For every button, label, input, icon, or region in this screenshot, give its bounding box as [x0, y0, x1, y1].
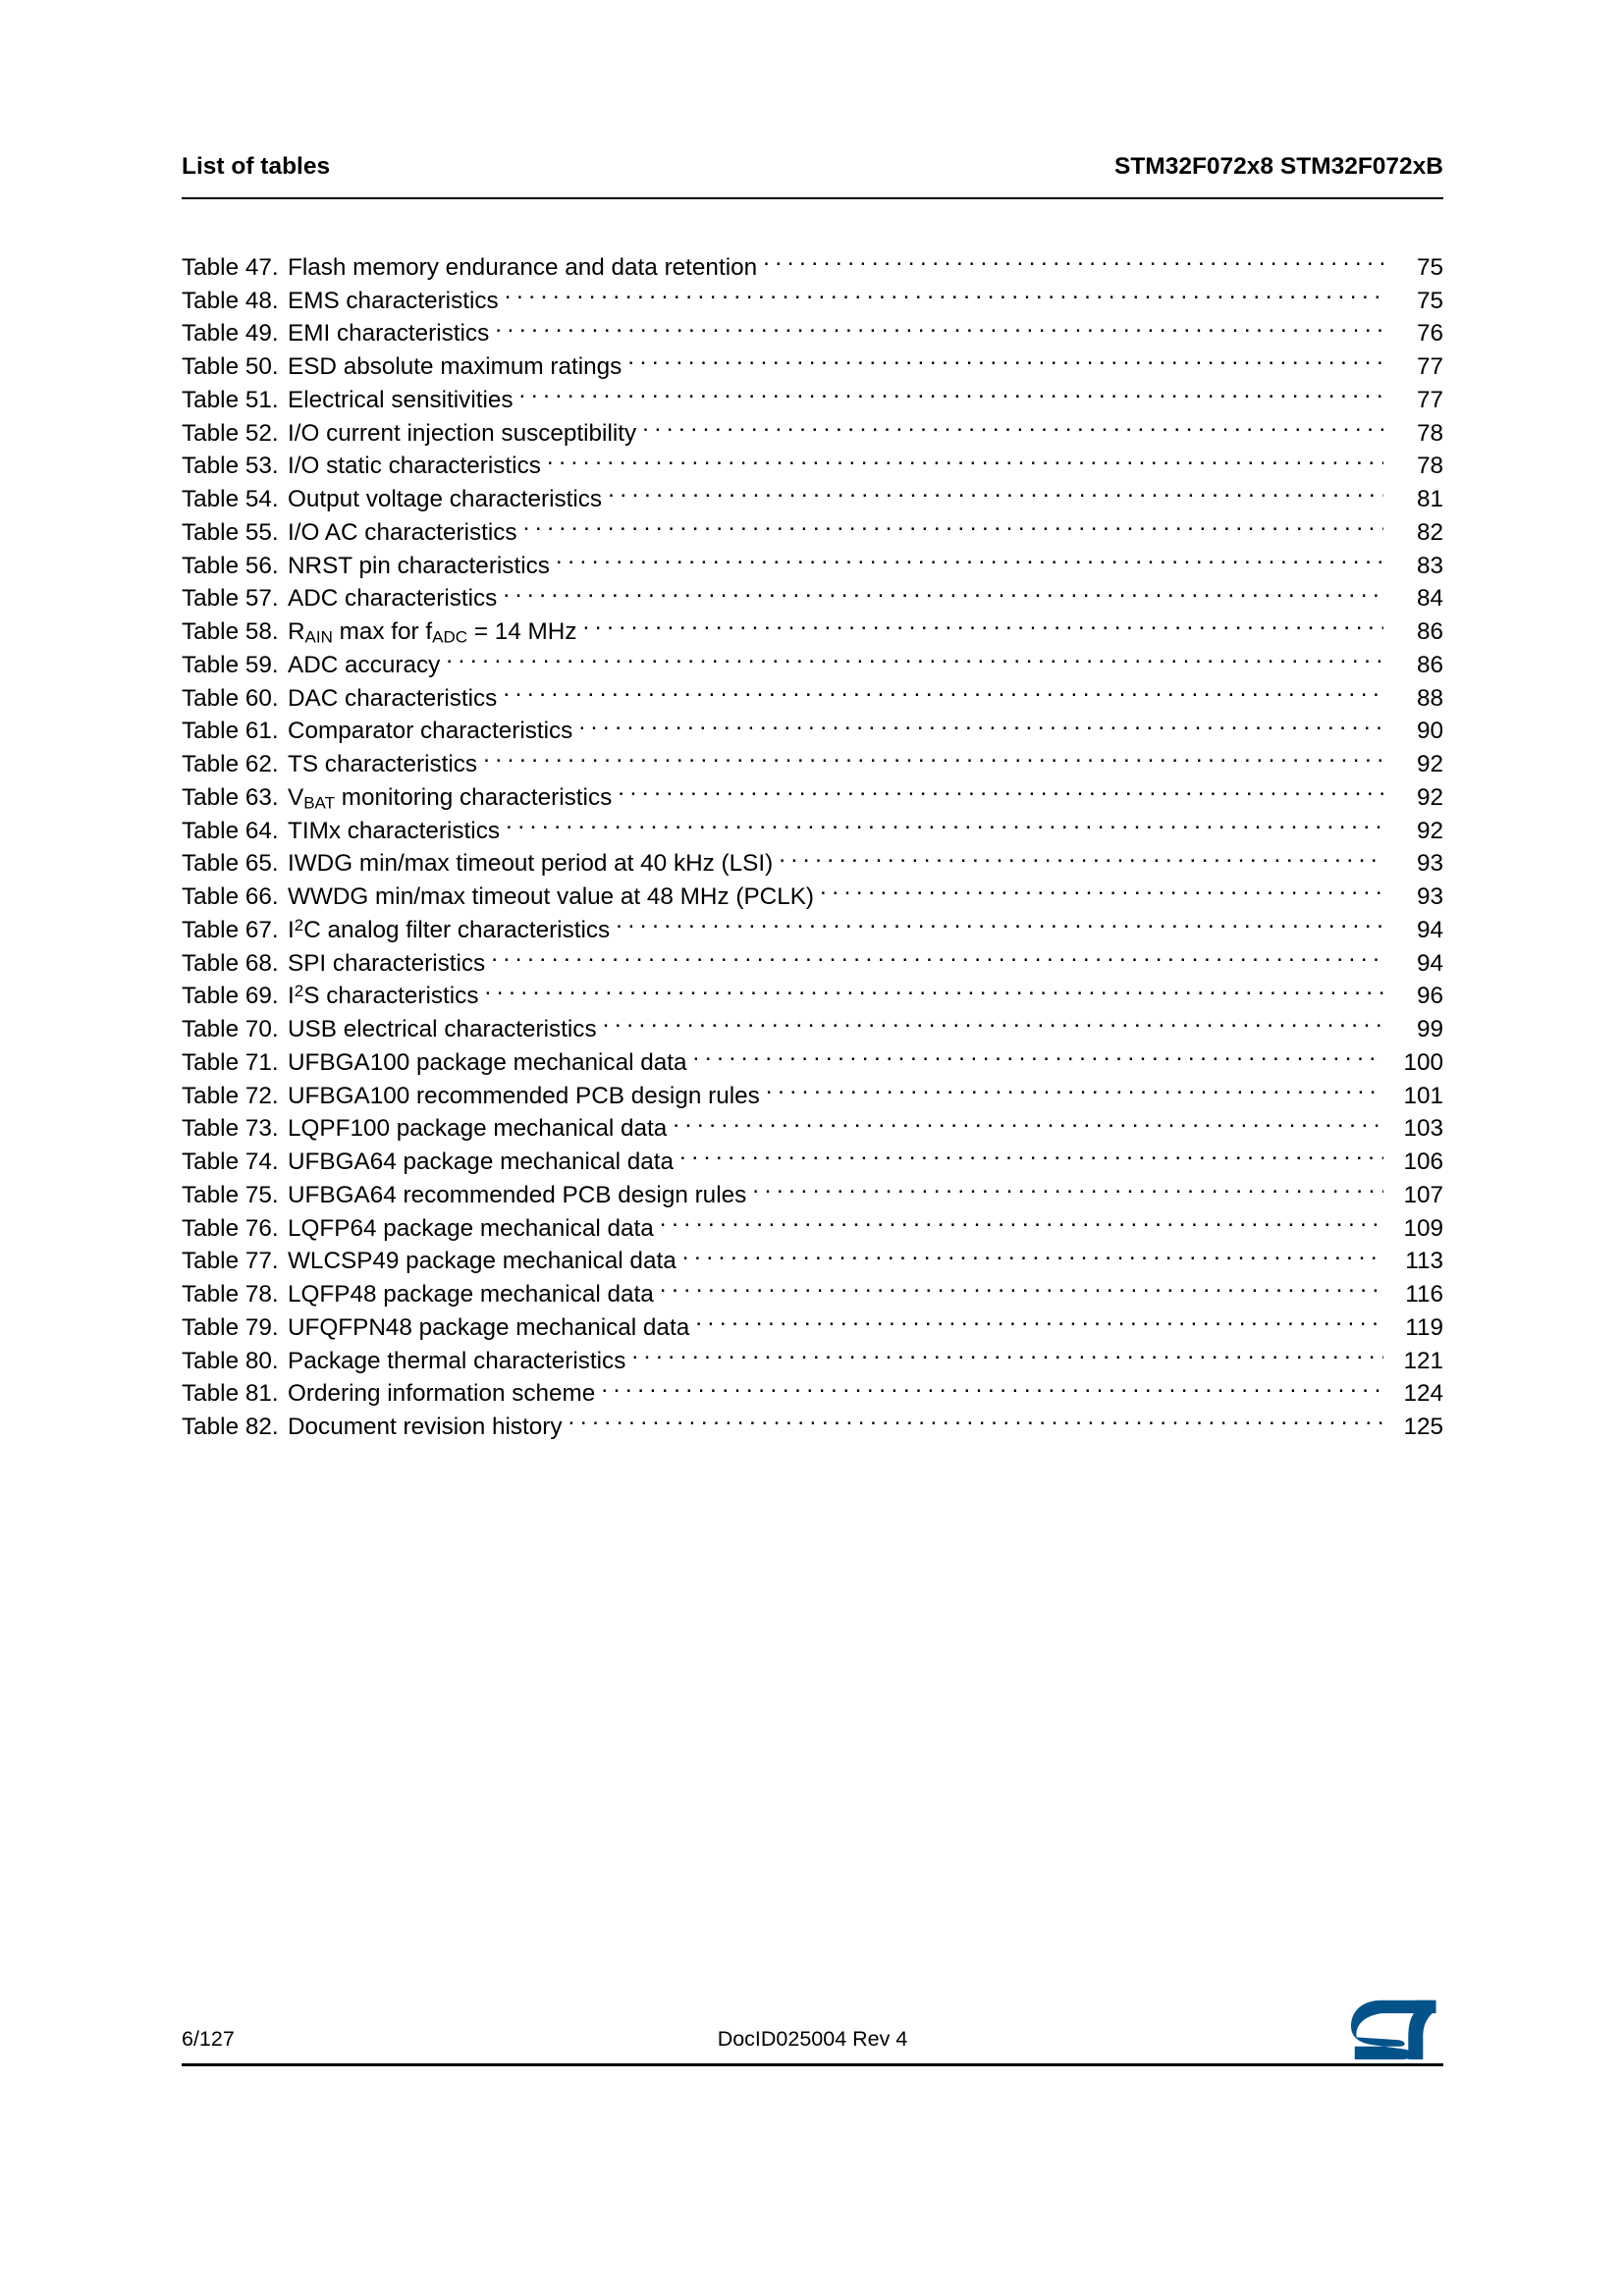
- toc-entry-page-number: 81: [1416, 486, 1443, 512]
- toc-entry-page-number: 78: [1416, 453, 1443, 480]
- toc-leader-dots: [491, 937, 1383, 971]
- toc-entry-page-number: 78: [1416, 419, 1443, 447]
- toc-entry-title: USB electrical characteristics: [288, 1016, 597, 1042]
- toc-entry-page-number: 101: [1403, 1082, 1443, 1109]
- toc-entry-page-number: 92: [1416, 783, 1443, 811]
- toc-entry-label: Table 72.: [182, 1082, 279, 1109]
- header-section-title: List of tables: [182, 153, 331, 180]
- toc-entry-label: Table 81.: [182, 1380, 279, 1408]
- toc-entry-title: Comparator characteristics: [288, 718, 573, 745]
- footer-page-number: 6/127: [182, 2027, 235, 2051]
- toc-entry-page-number: 88: [1416, 684, 1443, 712]
- toc-entry-title: UFBGA100 recommended PCB design rules: [288, 1082, 760, 1109]
- toc-entry-label: Table 73.: [182, 1115, 279, 1143]
- toc-entry-title: ESD absolute maximum ratings: [288, 353, 623, 380]
- toc-entry-page-number: 86: [1416, 651, 1443, 678]
- toc-leader-dots: [503, 573, 1383, 607]
- toc-entry-label: Table 77.: [182, 1248, 279, 1275]
- toc-leader-dots: [568, 1401, 1383, 1434]
- toc-entry-page-number: 113: [1405, 1248, 1443, 1275]
- toc-entry-page-number: 124: [1403, 1380, 1443, 1408]
- toc-leader-dots: [616, 904, 1383, 937]
- toc-entry-label: Table 56.: [182, 552, 279, 579]
- toc-entry-page-number: 77: [1416, 386, 1443, 413]
- toc-entry-label: Table 63.: [182, 783, 279, 811]
- toc-entry-label: Table 76.: [182, 1214, 279, 1242]
- toc-entry-label: Table 54.: [182, 486, 279, 512]
- toc-entry-page-number: 109: [1403, 1214, 1443, 1242]
- toc-entry-page-number: 119: [1405, 1313, 1443, 1341]
- toc-entry-label: Table 47.: [182, 253, 279, 281]
- toc-leader-dots: [523, 507, 1383, 540]
- toc-entry-page-number: 77: [1416, 353, 1443, 380]
- toc-leader-dots: [608, 473, 1383, 507]
- toc-entry-title: I/O AC characteristics: [288, 518, 517, 546]
- toc-entry-title: WWDG min/max timeout value at 48 MHz (PCLK): [288, 883, 815, 910]
- toc-entry-title: IWDG min/max timeout period at 40 kHz (LSI): [288, 850, 774, 878]
- toc-leader-dots: [679, 1136, 1383, 1169]
- toc-entry-page-number: 125: [1403, 1414, 1443, 1440]
- page-footer: [182, 2024, 1443, 2059]
- footer-divider: [182, 2063, 1443, 2066]
- toc-entry-title: Package thermal characteristics: [288, 1347, 626, 1374]
- toc-entry-page-number: 84: [1416, 585, 1443, 613]
- toc-leader-dots: [820, 871, 1383, 904]
- toc-entry[interactable]: [182, 904, 1443, 943]
- toc-entry-title: I/O current injection susceptibility: [288, 419, 637, 447]
- toc-entry-title: SPI characteristics: [288, 949, 486, 977]
- toc-leader-dots: [660, 1202, 1383, 1236]
- toc-leader-dots: [578, 706, 1383, 739]
- toc-entry-label: Table 50.: [182, 353, 279, 380]
- toc-entry-page-number: 92: [1416, 817, 1443, 844]
- toc-leader-dots: [556, 540, 1383, 573]
- toc-leader-dots: [505, 275, 1383, 308]
- toc-entry-title: Ordering information scheme: [288, 1380, 596, 1408]
- toc-entry-label: Table 70.: [182, 1016, 279, 1042]
- toc-entry-page-number: 83: [1416, 552, 1443, 579]
- toc-entry-page-number: 106: [1403, 1148, 1443, 1175]
- toc-entry-title: TS characteristics: [288, 751, 478, 777]
- toc-entry-label: Table 49.: [182, 320, 279, 347]
- toc-entry-title: UFQFPN48 package mechanical data: [288, 1313, 690, 1341]
- toc-leader-dots: [446, 639, 1383, 672]
- toc-entry-page-number: 75: [1416, 287, 1443, 314]
- toc-leader-dots: [627, 341, 1383, 374]
- toc-leader-dots: [642, 407, 1383, 441]
- toc-entry-page-number: 96: [1416, 983, 1443, 1010]
- toc-entry-page-number: 90: [1416, 718, 1443, 745]
- toc-leader-dots: [660, 1268, 1383, 1302]
- toc-leader-dots: [519, 374, 1383, 407]
- toc-entry-label: Table 65.: [182, 850, 279, 878]
- toc-entry-page-number: 103: [1403, 1115, 1443, 1143]
- header-divider: [182, 197, 1443, 199]
- toc-entry-title: $V_{BAT}$ monitoring characteristics: [288, 783, 613, 813]
- toc-entry-title: $R_{AIN}$ max for $f_{ADC} = 14$ MHz: [288, 618, 577, 647]
- toc-entry-label: Table 80.: [182, 1347, 279, 1374]
- toc-leader-dots: [618, 772, 1383, 805]
- toc-entry-title: EMS characteristics: [288, 287, 499, 314]
- toc-entry-title: $I^2S$ characteristics: [288, 982, 479, 1010]
- toc-leader-dots: [547, 441, 1383, 474]
- list-of-tables: [182, 241, 1443, 1440]
- toc-entry-label: Table 74.: [182, 1148, 279, 1175]
- toc-entry-page-number: 75: [1416, 253, 1443, 281]
- toc-leader-dots: [603, 1003, 1383, 1037]
- toc-entry-page-number: 93: [1416, 883, 1443, 910]
- toc-entry-label: Table 75.: [182, 1181, 279, 1208]
- toc-leader-dots: [693, 1037, 1383, 1070]
- toc-entry-title: LQFP64 package mechanical data: [288, 1214, 654, 1242]
- toc-leader-dots: [495, 308, 1383, 342]
- toc-entry-label: Table 58.: [182, 618, 279, 645]
- toc-entry-page-number: 116: [1405, 1281, 1443, 1308]
- toc-entry-title: LQFP48 package mechanical data: [288, 1281, 654, 1308]
- toc-entry-page-number: 99: [1416, 1016, 1443, 1042]
- toc-entry-title: WLCSP49 package mechanical data: [288, 1248, 677, 1275]
- toc-leader-dots: [484, 971, 1383, 1004]
- toc-leader-dots: [682, 1236, 1383, 1269]
- toc-entry-page-number: 107: [1403, 1181, 1443, 1208]
- toc-entry-title: LQPF100 package mechanical data: [288, 1115, 668, 1143]
- toc-entry-title: EMI characteristics: [288, 320, 490, 347]
- toc-entry-label: Table 68.: [182, 949, 279, 977]
- toc-entry-label: Table 66.: [182, 883, 279, 910]
- toc-entry-title: UFBGA100 package mechanical data: [288, 1048, 687, 1076]
- st-logo: [1351, 1997, 1443, 2059]
- toc-entry[interactable]: [182, 241, 1443, 281]
- toc-entry-title: Electrical sensitivities: [288, 386, 514, 413]
- toc-entry-title: UFBGA64 package mechanical data: [288, 1148, 675, 1175]
- toc-entry-label: Table 48.: [182, 287, 279, 314]
- toc-entry-label: Table 57.: [182, 585, 279, 613]
- toc-entry-page-number: 86: [1416, 618, 1443, 645]
- toc-entry-title: TIMx characteristics: [288, 817, 501, 844]
- toc-entry-label: Table 67.: [182, 916, 279, 943]
- toc-entry-title: ADC characteristics: [288, 585, 498, 613]
- toc-leader-dots: [763, 241, 1383, 275]
- toc-leader-dots: [631, 1335, 1383, 1368]
- toc-leader-dots: [673, 1103, 1383, 1137]
- toc-leader-dots: [506, 805, 1383, 838]
- toc-entry-page-number: 121: [1403, 1347, 1443, 1374]
- toc-leader-dots: [503, 672, 1383, 706]
- toc-entry-label: Table 71.: [182, 1048, 279, 1076]
- toc-entry-label: Table 62.: [182, 751, 279, 777]
- toc-entry-title: ADC accuracy: [288, 651, 441, 678]
- toc-entry-title: $I^2C$ analog filter characteristics: [288, 915, 611, 943]
- toc-leader-dots: [601, 1368, 1383, 1402]
- toc-entry-page-number: 76: [1416, 320, 1443, 347]
- toc-entry-title: I/O static characteristics: [288, 453, 541, 480]
- toc-entry-label: Table 69.: [182, 983, 279, 1010]
- toc-entry-label: Table 51.: [182, 386, 279, 413]
- toc-entry-page-number: 93: [1416, 850, 1443, 878]
- toc-entry-label: Table 59.: [182, 651, 279, 678]
- toc-entry-title: Flash memory endurance and data retention: [288, 253, 758, 281]
- toc-entry[interactable]: [182, 971, 1443, 1010]
- toc-entry-title: NRST pin characteristics: [288, 552, 550, 579]
- toc-leader-dots: [766, 1070, 1383, 1103]
- toc-entry-label: Table 53.: [182, 453, 279, 480]
- toc-leader-dots: [582, 606, 1383, 639]
- toc-entry-page-number: 82: [1416, 518, 1443, 546]
- toc-entry-label: Table 78.: [182, 1281, 279, 1308]
- toc-entry-page-number: 94: [1416, 916, 1443, 943]
- toc-entry-label: Table 52.: [182, 419, 279, 447]
- header-document-name: STM32F072x8 STM32F072xB: [1114, 153, 1443, 180]
- toc-leader-dots: [779, 838, 1383, 872]
- toc-entry-page-number: 92: [1416, 751, 1443, 777]
- toc-leader-dots: [483, 738, 1383, 772]
- toc-entry-title: DAC characteristics: [288, 684, 498, 712]
- toc-leader-dots: [695, 1302, 1383, 1335]
- toc-entry-label: Table 82.: [182, 1414, 279, 1440]
- toc-entry-page-number: 94: [1416, 949, 1443, 977]
- footer-document-id: DocID025004 Rev 4: [717, 2027, 908, 2051]
- toc-entry-label: Table 79.: [182, 1313, 279, 1341]
- toc-entry-page-number: 100: [1403, 1048, 1443, 1076]
- toc-entry-label: Table 64.: [182, 817, 279, 844]
- toc-entry-title: Output voltage characteristics: [288, 486, 603, 512]
- toc-entry-label: Table 61.: [182, 718, 279, 745]
- toc-entry-label: Table 55.: [182, 518, 279, 546]
- toc-entry-title: Document revision history: [288, 1414, 563, 1440]
- toc-entry-title: UFBGA64 recommended PCB design rules: [288, 1181, 747, 1208]
- toc-entry-label: Table 60.: [182, 684, 279, 712]
- toc-leader-dots: [752, 1169, 1383, 1202]
